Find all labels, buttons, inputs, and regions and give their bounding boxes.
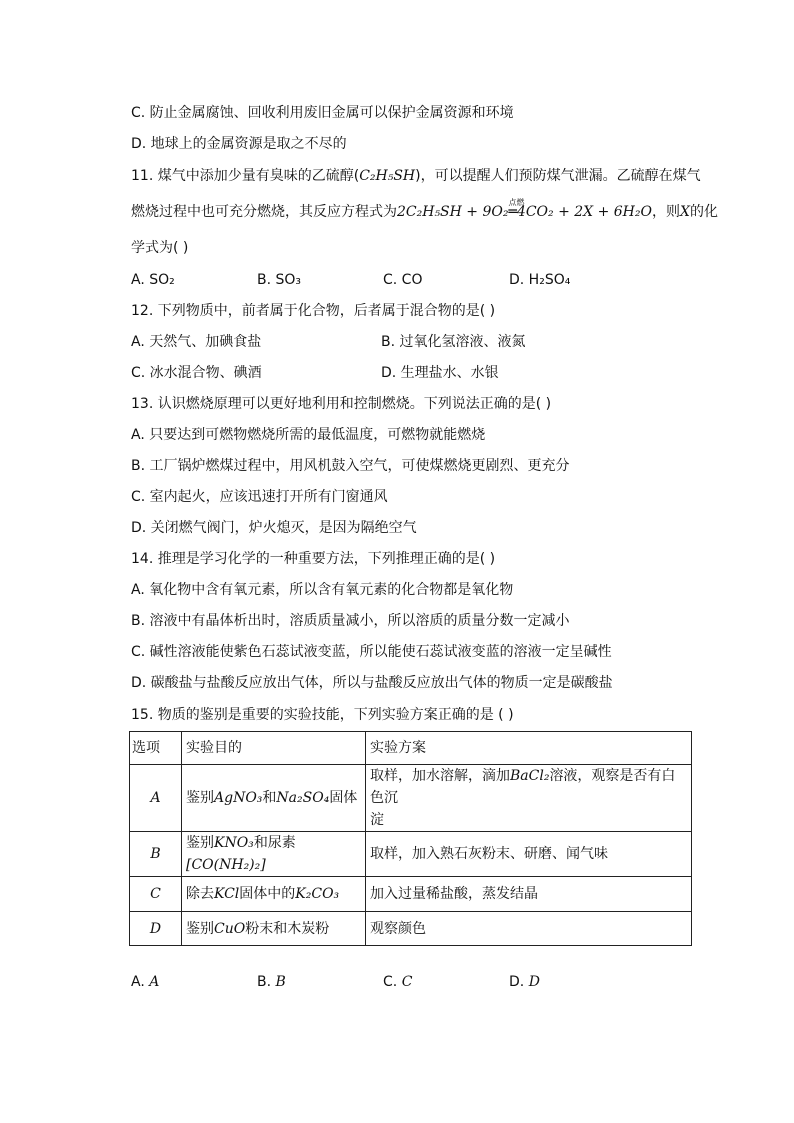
plan-text: 取样，加入熟石灰粉末、研磨、闻气味 [370, 846, 608, 862]
q15-option-b [257, 972, 286, 992]
row-option: D [130, 912, 182, 946]
row-option: A [130, 765, 182, 832]
q15-option-a [131, 972, 159, 992]
goal-formula: AgNO₃ [214, 790, 263, 806]
q15-option-c [383, 972, 412, 992]
q12-option-b: B. 过氧化氢溶液、液氮 [381, 334, 526, 350]
goal-text: 鉴别 [186, 920, 214, 937]
q11-option-a: A. SO₂ [131, 272, 175, 288]
table-row [130, 765, 692, 832]
option-label: D. [509, 974, 525, 990]
q11-text: 燃烧过程中也可充分燃烧，其反应方程式为 [131, 204, 397, 220]
row-goal [182, 912, 366, 946]
plan-text: 取样，加水溶解，滴加 [370, 768, 510, 784]
goal-text: 鉴别 [186, 790, 214, 806]
q11-stem-line2 [131, 198, 718, 222]
q11-equation-right: 4CO₂ + 2X + 6H₂O [516, 204, 652, 220]
q15-option-d [509, 972, 540, 992]
q11-text: 的化 [689, 204, 718, 220]
row-plan [366, 832, 692, 877]
option-label: C. [383, 974, 398, 990]
goal-text: 鉴别 [186, 835, 214, 851]
goal-formula: CuO [214, 920, 246, 937]
q10-option-c: C. 防止金属腐蚀、回收利用废旧金属可以保护金属资源和环境 [131, 105, 514, 121]
table-row [130, 832, 692, 877]
plan-formula: BaCl₂ [510, 768, 550, 784]
goal-text: 除去 [186, 886, 214, 902]
q11-equals-sign: ═ [508, 204, 517, 220]
q14-option-c: C. 碱性溶液能使紫色石蕊试液变蓝，所以能使石蕊试液变蓝的溶液一定呈碱性 [131, 644, 612, 660]
q11-equation-arrow [508, 198, 525, 222]
table-row [130, 877, 692, 912]
plan-text: 加入过量稀盐酸，蒸发结晶 [370, 886, 538, 902]
q13-option-c: C. 室内起火，应该迅速打开所有门窗通风 [131, 489, 388, 505]
goal-text: 粉末和木炭粉 [245, 920, 330, 937]
goal-formula: Na₂SO₄ [276, 790, 330, 806]
plan-text: 观察颜色 [370, 920, 426, 937]
goal-text: 和尿素 [253, 835, 296, 851]
row-plan [366, 912, 692, 946]
row-option: C [130, 877, 182, 912]
row-plan [366, 765, 692, 832]
header-plan: 实验方案 [366, 732, 692, 765]
option-label: B. [257, 974, 272, 990]
q14-option-b: B. 溶液中有晶体析出时，溶质质量减小，所以溶质的质量分数一定减小 [131, 613, 570, 629]
q11-stem-line1 [131, 166, 701, 186]
q14-stem: 14. 推理是学习化学的一种重要方法，下列推理正确的是( ) [131, 551, 496, 567]
header-goal: 实验目的 [182, 732, 366, 765]
option-value: C [401, 974, 413, 990]
q11-text: 11. 煤气中添加少量有臭味的乙硫醇( [131, 168, 360, 184]
q12-option-d: D. 生理盐水、水银 [381, 365, 499, 381]
q11-condition: 点燃 [508, 198, 525, 207]
goal-text: 和 [262, 790, 277, 806]
option-value: D [528, 974, 540, 990]
q10-option-d: D. 地球上的金属资源是取之不尽的 [131, 136, 347, 152]
q11-variable-x: X [679, 204, 690, 220]
q11-text: )，可以提醒人们预防煤气泄漏。乙硫醇在煤气 [415, 168, 701, 184]
table-row [130, 912, 692, 946]
row-goal [182, 765, 366, 832]
q12-stem: 12. 下列物质中，前者属于化合物，后者属于混合物的是( ) [131, 303, 496, 319]
q13-option-a: A. 只要达到可燃物燃烧所需的最低温度，可燃物就能燃烧 [131, 427, 486, 443]
table-header-row [130, 732, 692, 765]
goal-formula: KCl [214, 886, 240, 902]
plan-text: 淀 [370, 812, 384, 828]
q11-option-b: B. SO₃ [257, 272, 302, 288]
row-goal [182, 832, 366, 877]
goal-text: 固体 [329, 790, 358, 806]
q15-table [129, 731, 692, 946]
q11-equation-left: 2C₂H₅SH + 9O₂ [397, 204, 509, 220]
goal-formula: K₂CO₃ [295, 886, 340, 902]
q13-option-d: D. 关闭燃气阀门，炉火熄灭，是因为隔绝空气 [131, 520, 417, 536]
q11-stem-line3: 学式为( ) [131, 240, 189, 256]
goal-formula: [CO(NH₂)₂] [186, 857, 266, 873]
q14-option-a: A. 氧化物中含有氧元素，所以含有氧元素的化合物都是氧化物 [131, 582, 514, 598]
q12-option-a: A. 天然气、加碘食盐 [131, 334, 262, 350]
q11-option-c: C. CO [383, 272, 423, 288]
goal-formula: KNO₃ [214, 835, 254, 851]
q12-option-c: C. 冰水混合物、碘酒 [131, 365, 262, 381]
header-option: 选项 [130, 732, 182, 765]
option-label: A. [131, 974, 145, 990]
option-value: B [275, 974, 286, 990]
plan-text: 溶液，观察是否有白色沉 [370, 768, 676, 806]
q15-stem: 15. 物质的鉴别是重要的实验技能，下列实验方案正确的是 ( ) [131, 707, 514, 723]
goal-text: 固体中的 [239, 886, 296, 902]
row-goal [182, 877, 366, 912]
q11-text: ，则 [651, 204, 680, 220]
q13-option-b: B. 工厂锅炉燃煤过程中，用风机鼓入空气，可使煤燃烧更剧烈、更充分 [131, 458, 570, 474]
q13-stem: 13. 认识燃烧原理可以更好地利用和控制燃烧。下列说法正确的是( ) [131, 396, 552, 412]
q11-option-d: D. H₂SO₄ [509, 272, 571, 288]
row-option: B [130, 832, 182, 877]
q14-option-d: D. 碳酸盐与盐酸反应放出气体，所以与盐酸反应放出气体的物质一定是碳酸盐 [131, 675, 613, 691]
q11-formula-ethanethiol: C₂H₅SH [359, 168, 416, 184]
option-value: A [149, 974, 160, 990]
row-plan [366, 877, 692, 912]
